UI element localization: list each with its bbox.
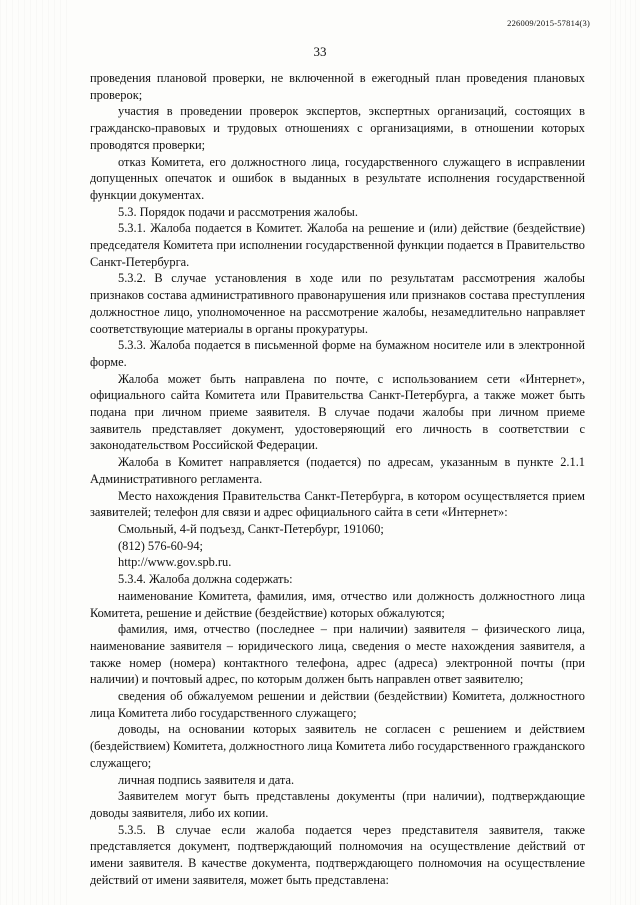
paragraph: 5.3.1. Жалоба подается в Комитет. Жалоба на решение и (или) действие (бездействие) председателя Комитета при исполнении государственной функции подается в Правительство Санкт-Петербурга. (90, 221, 585, 269)
paragraph: 5.3.3. Жалоба подается в письменной форме на бумажном носителе или в электронной форме. (90, 338, 585, 369)
paragraph: 5.3.4. Жалоба должна содержать: (118, 572, 293, 587)
paragraph: Жалоба может быть направлена по почте, с использованием сети «Интернет», официального сайта Комитета или Правительства Санкт-Петербурга, а также может быть подана при личном приеме заявителя. В случае подачи жалобы при личном приеме заявитель представляет документ, удостоверяющий его личность в соответствии с законодательством Российской Федерации. (90, 371, 585, 453)
paragraph: Заявителем могут быть представлены документы (при наличии), подтверждающие доводы заявителя, либо их копии. (90, 789, 585, 820)
document-number: 226009/2015-57814(3) (507, 18, 590, 28)
scan-noise-right (610, 0, 640, 905)
paragraph: личная подпись заявителя и дата. (118, 772, 295, 787)
paragraph: http://www.gov.spb.ru. (118, 555, 232, 570)
paragraph: (812) 576-60-94; (118, 538, 203, 553)
paragraph: 5.3.5. В случае если жалоба подается через представителя заявителя, также представляется документ, подтверждающий полномочия на осуществление действий от имени заявителя. В качестве документа, подтверждающего полномочия на осуществление действий от имени заявителя, может быть представлена: (90, 822, 585, 887)
paragraph: доводы, на основании которых заявитель не согласен с решением и действием (бездействием) Комитета, должностного лица Комитета либо государственного гражданского служащего; (90, 722, 585, 770)
paragraph: фамилия, имя, отчество (последнее – при наличии) заявителя – физического лица, наименование заявителя – юридического лица, сведения о месте нахождения заявителя, а также номер (номера) контактного телефона, адрес (адреса) электронной почты (при наличии) и почтовый адрес, по которым должен быть направлен ответ заявителю; (90, 622, 585, 687)
paragraph: проведения плановой проверки, не включенной в ежегодный план проведения плановых проверок; (90, 71, 585, 102)
paragraph: сведения об обжалуемом решении и действии (бездействии) Комитета, должностного лица Комитета либо государственного служащего; (90, 689, 585, 720)
paragraph: Жалоба в Комитет направляется (подается) по адресам, указанным в пункте 2.1.1 Административного регламента. (90, 455, 585, 486)
paragraph: 5.3. Порядок подачи и рассмотрения жалобы. (118, 204, 358, 219)
document-body (90, 70, 585, 888)
paragraph: наименование Комитета, фамилия, имя, отчество или должность должностного лица Комитета, решение и действие (бездействие) которых обжалуются; (90, 588, 585, 620)
paragraph: участия в проведении проверок экспертов, экспертных организаций, состоящих в гражданско-правовых и трудовых отношениях с организациями, в отношении которых проводятся проверки; (90, 104, 585, 152)
paragraph: Смольный, 4-й подъезд, Санкт-Петербург, 191060; (118, 521, 384, 536)
paragraph: отказ Комитета, его должностного лица, государственного служащего в исправлении допущенных опечаток и ошибок в выданных в результате исполнения государственной функции документах. (90, 154, 585, 202)
scan-noise-left (0, 0, 70, 905)
paragraph: Место нахождения Правительства Санкт-Петербурга, в котором осуществляется прием заявителей; телефон для связи и адрес официального сайта в сети «Интернет»: (90, 488, 585, 520)
page-number: 33 (313, 44, 327, 59)
paragraph: 5.3.2. В случае установления в ходе или по результатам рассмотрения жалобы признаков состава административного правонарушения или признаков состава преступления должностное лицо, уполномоченное на рассмотрение жалобы, незамедлительно направляет соответствующие материалы в органы прокуратуры. (90, 271, 585, 336)
